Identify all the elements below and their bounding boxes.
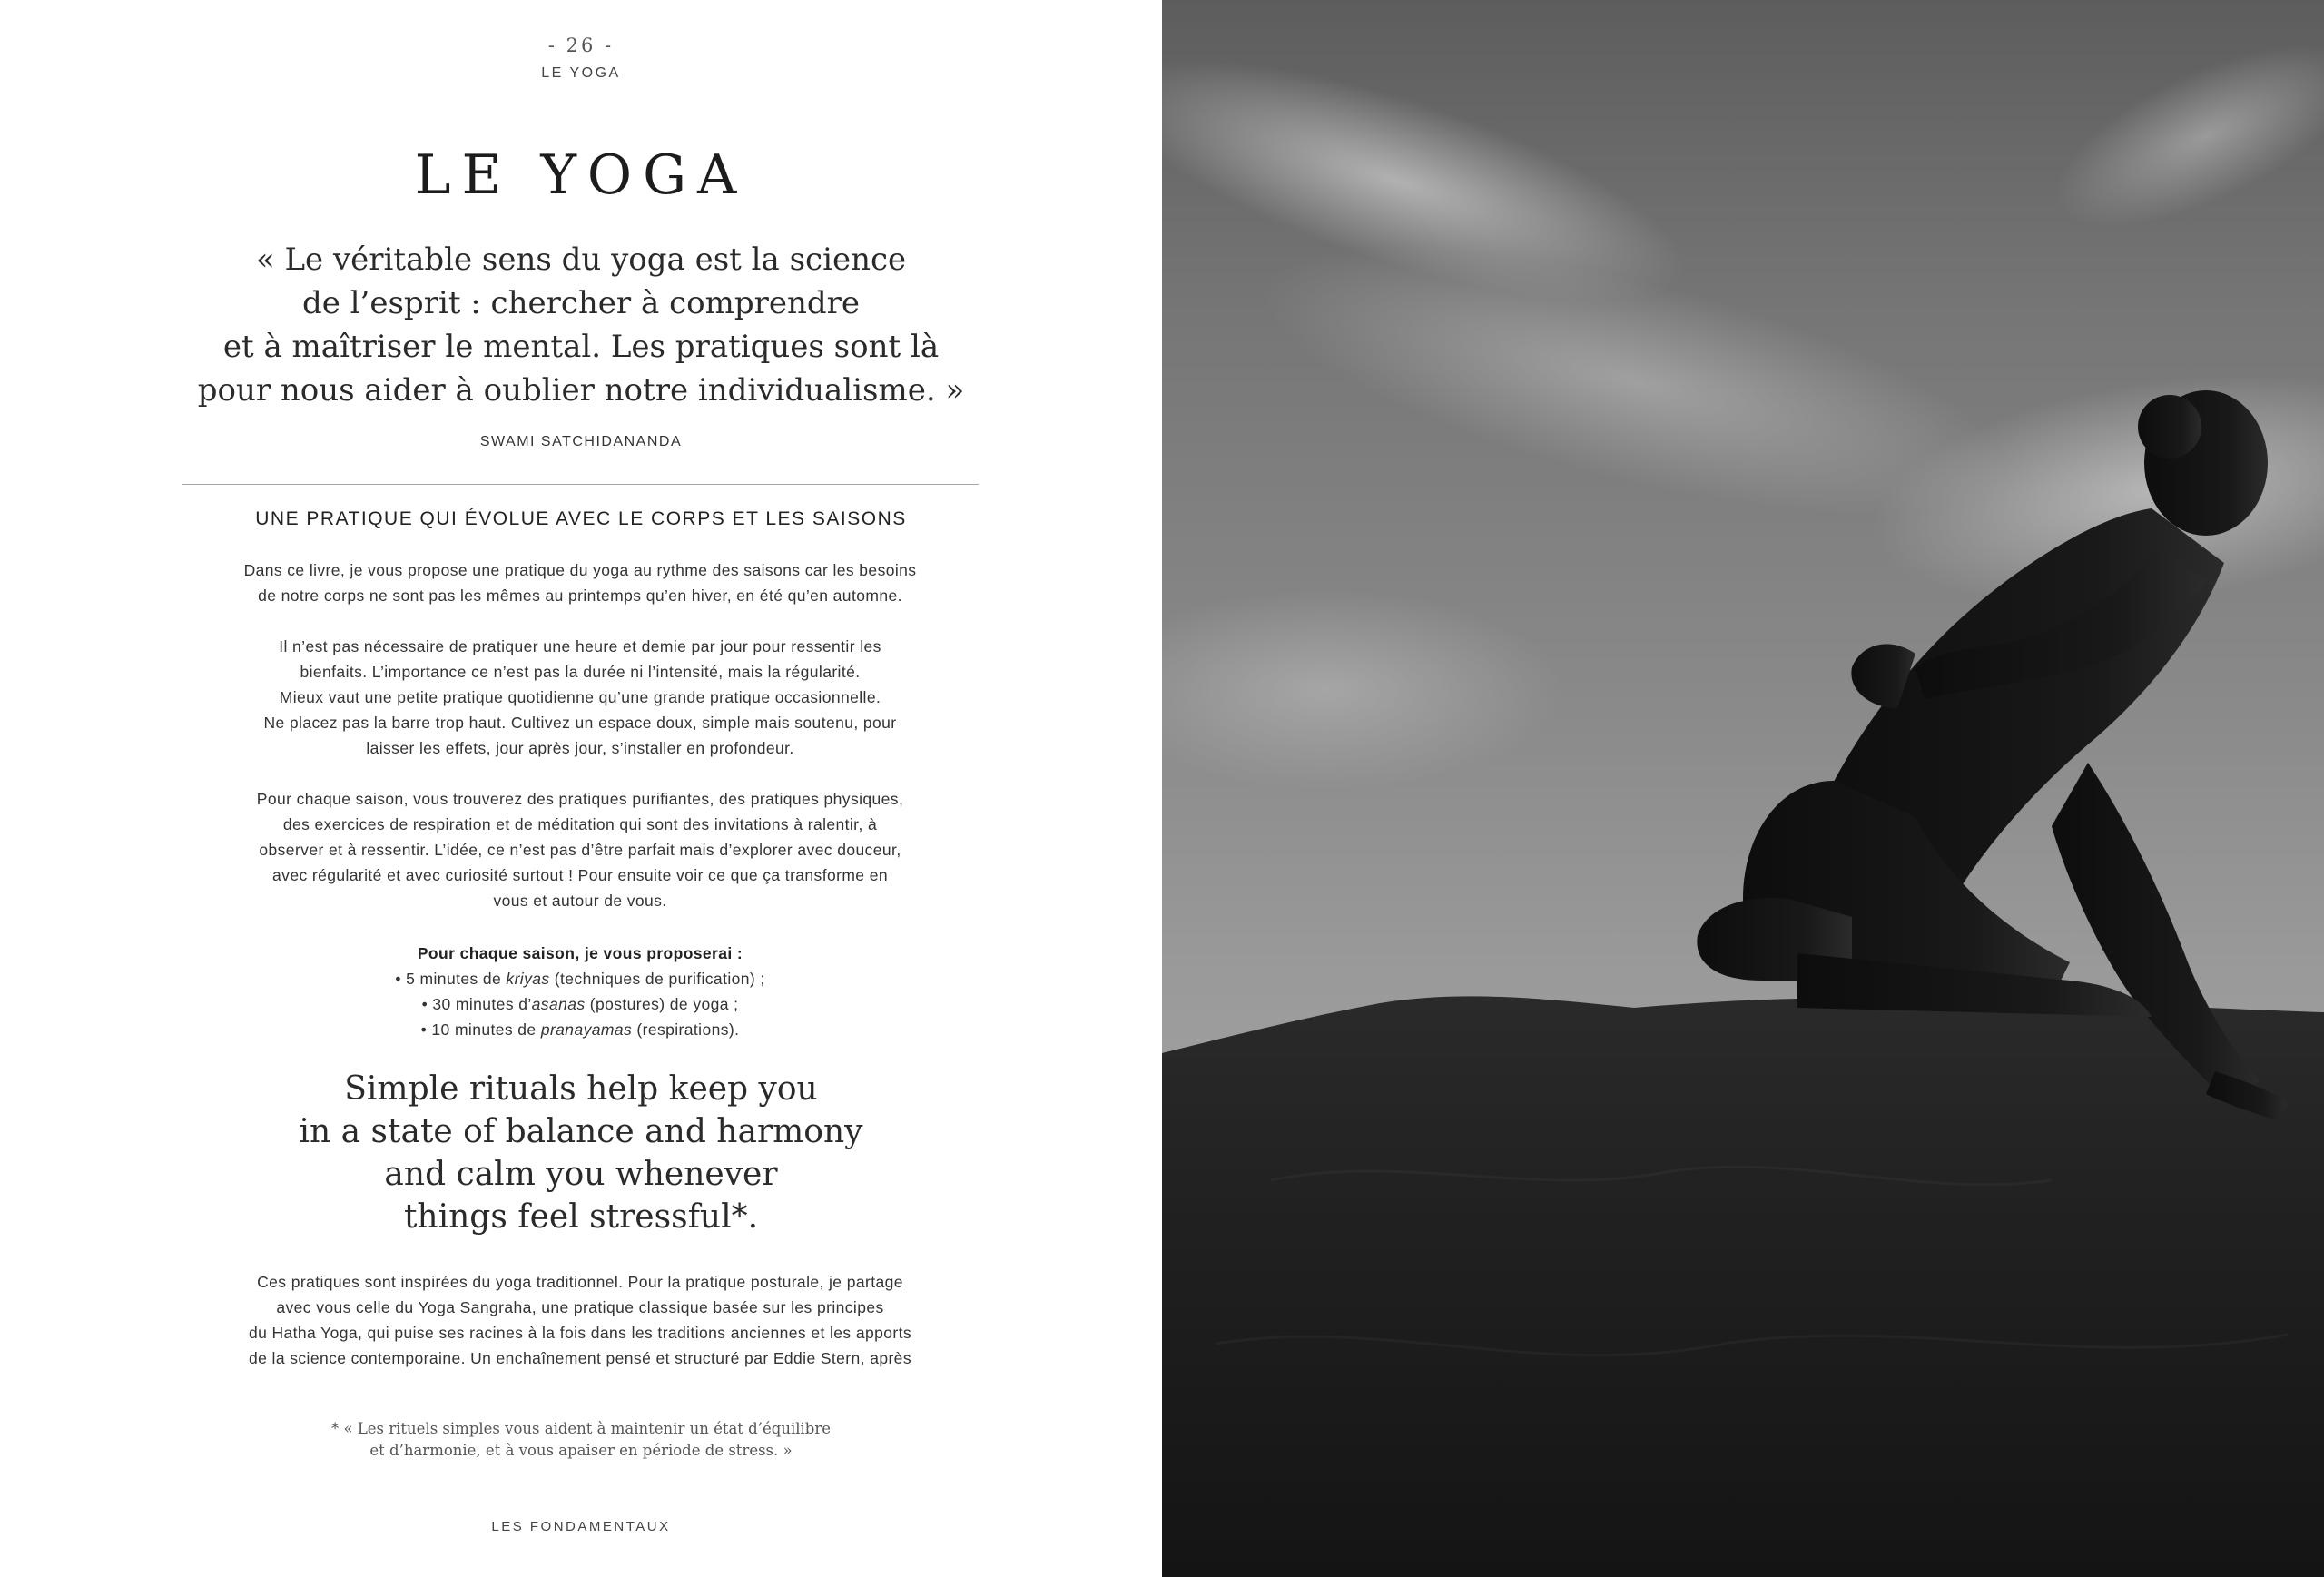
paragraph-1: Dans ce livre, je vous propose une pratique du yoga au rythme des saisons car les besoins de notre corps ne sont pas les mêmes au printemps qu’en hiver, en été qu’en automne. [243, 561, 917, 605]
hair-bun [2138, 395, 2201, 458]
page-number: - 26 - [547, 34, 615, 56]
page-title: LE YOGA [414, 143, 748, 207]
yoga-silhouette-photo [1162, 0, 2324, 1577]
cloud [1162, 590, 1561, 790]
opening-quote: « Le véritable sens du yoga est la science de l’esprit : chercher à comprendre et à maîtriser le mental. Les pratiques sont là pour nous aider à oublier notre individualisme. » [197, 241, 965, 409]
footnote: * « Les rituels simples vous aident à maintenir un état d’équilibre et d’harmonie, et à vous apaiser en période de stress. » [330, 1420, 831, 1459]
page-footer: LES FONDAMENTAUX [491, 1519, 671, 1534]
closing-paragraph: Ces pratiques sont inspirées du yoga traditionnel. Pour la pratique posturale, je partage avec vous celle du Yoga Sangraha, une pratique classique basée sur les principes du Hatha Yoga, qui puise ses racines à la fois dans les traditions anciennes et les apports de la science contemporaine. Un enchaînement pensé et structuré par Eddie Stern, après [248, 1273, 912, 1367]
list-item: • 10 minutes de pranayamas (respirations). [420, 1020, 740, 1039]
list-lead: Pour chaque saison, je vous proposerai : [417, 944, 743, 962]
pull-quote: Simple rituals help keep you in a state of balance and harmony and calm you whenever things feel stressful*. [299, 1070, 863, 1236]
list-item: • 30 minutes d’asanas (postures) de yoga ; [421, 995, 739, 1013]
quote-author: SWAMI SATCHIDANANDA [479, 434, 683, 449]
cloud [2031, 9, 2324, 262]
divider [182, 484, 979, 485]
practice-list [172, 941, 988, 1042]
photo-page [1162, 0, 2324, 1577]
rock [1162, 996, 2324, 1577]
list-item: • 5 minutes de kriyas (techniques de purification) ; [395, 970, 765, 988]
section-title: UNE PRATIQUE QUI ÉVOLUE AVEC LE CORPS ET LES SAISONS [255, 508, 907, 529]
running-head: LE YOGA [541, 65, 621, 81]
paragraph-3: Pour chaque saison, vous trouverez des pratiques purifiantes, des pratiques physiques, des exercices de respiration et de méditation qui sont des invitations à ralentir, à observer et à ressentir. L’idée, ce n’est pas d’être parfait mais d’explorer avec douceur, avec régularité et avec curiosité surtout ! Pour ensuite voir ce que ça transforme en vous et autour de vous. [256, 790, 904, 910]
paragraph-2: Il n’est pas nécessaire de pratiquer une heure et demie par jour pour ressentir les bienfaits. L’importance ce n’est pas la durée ni l’intensité, mais la régularité. Mieux vaut une petite pratique quotidienne qu’une grande pratique occasionnelle. Ne placez pas la barre trop haut. Cultivez un espace doux, simple mais soutenu, pour laisser les effets, jour après jour, s’installer en profondeur. [263, 637, 897, 757]
